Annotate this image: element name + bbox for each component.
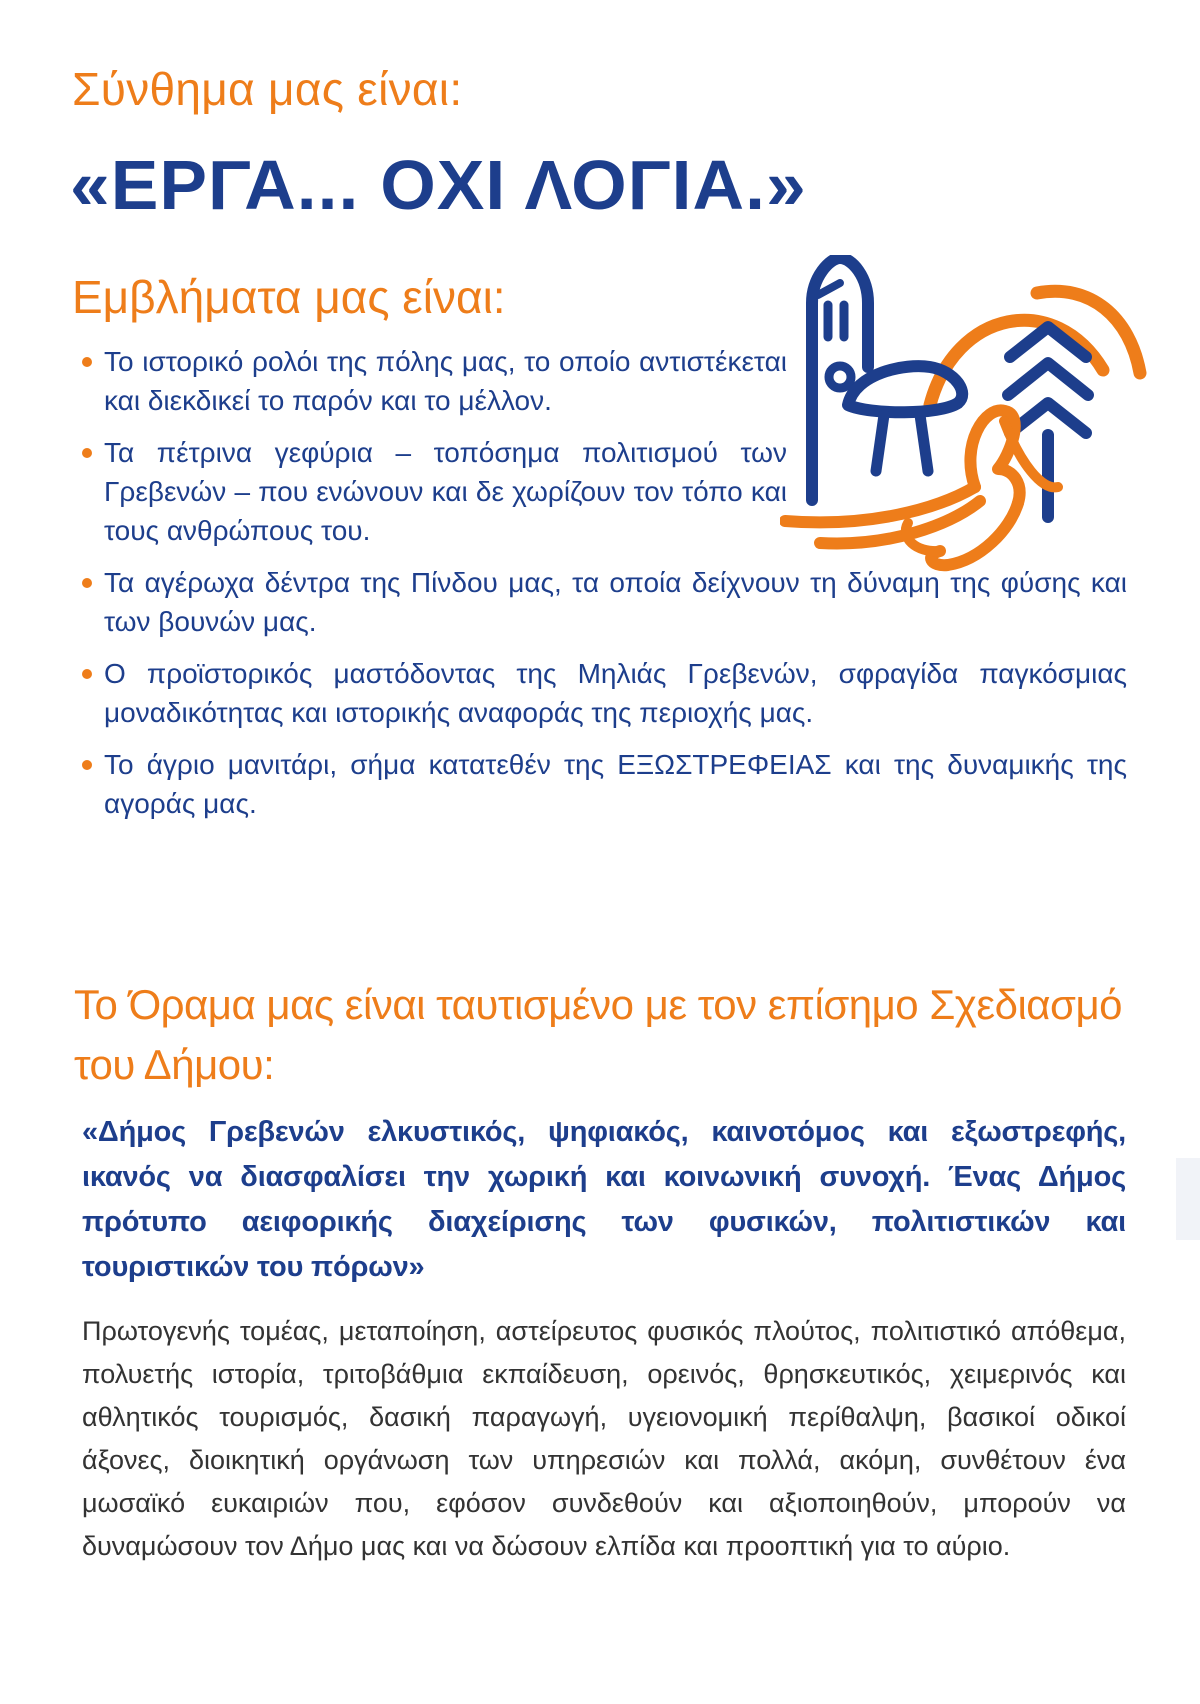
list-item: Ο προϊστορικός μαστόδοντας της Μηλιάς Γρεβενών, σφραγίδα παγκόσμιας μοναδικότητας και ιστορικής αναφοράς της περιοχής μας. bbox=[78, 654, 1127, 732]
vision-quote: «Δήμος Γρεβενών ελκυστικός, ψηφιακός, καινοτόμος και εξωστρεφής, ικανός να διασφαλίσει την χωρική και κοινωνική συνοχή. Ένας Δήμος πρότυπο αειφορικής διαχείρισης των φυσικών, πολιτιστικών και τουριστικών του πόρων» bbox=[82, 1116, 1126, 1283]
emblems-list bbox=[78, 342, 1127, 836]
body-paragraph: Πρωτογενής τομέας, μεταποίηση, αστείρευτος φυσικός πλούτος, πολιτιστικό απόθεμα, πολυετής ιστορία, τριτοβάθμια εκπαίδευση, ορεινός, θρησκευτικός, χειμερινός και αθλητικός τουρισμός, δασική παραγωγή, υγειονομική περίθαλψη, βασικοί οδικοί άξονες, διοικητική οργάνωση των υπηρεσιών και πολλά, ακόμη, συνθέτουν ένα μωσαϊκό ευκαιριών που, εφόσον συνδεθούν και αξιοποιηθούν, μπορούν να δυναμώσουν τον Δήμο μας και να δώσουν ελπίδα και προοπτική για το αύριο. bbox=[82, 1316, 1126, 1561]
list-item: Το άγριο μανιτάρι, σήμα κατατεθέν της ΕΞΩΣΤΡΕΦΕΙΑΣ και της δυναμικής της αγοράς μας. bbox=[78, 745, 1127, 823]
emblems-heading: Εμβλήματα μας είναι: bbox=[72, 271, 506, 323]
motto-heading: Σύνθημα μας είναι: bbox=[72, 63, 463, 115]
page-edge-tab bbox=[1176, 1158, 1200, 1240]
list-item: Το ιστορικό ρολόι της πόλης μας, το οποίο αντιστέκεται και διεκδικεί το παρόν και το μέλλον. bbox=[78, 342, 787, 420]
slogan-title: «ΕΡΓΑ... ΟΧΙ ΛΟΓΙΑ.» bbox=[70, 146, 807, 224]
vision-heading: Το Όραμα μας είναι ταυτισμένο με τον επίσημο Σχεδιασμό του Δήμου: bbox=[74, 981, 1123, 1088]
list-item: Τα πέτρινα γεφύρια – τοπόσημα πολιτισμού των Γρεβενών – που ενώνουν και δε χωρίζουν τον τόπο και τους ανθρώπους του. bbox=[78, 433, 787, 550]
list-item: Τα αγέρωχα δέντρα της Πίνδου μας, τα οποία δείχνουν τη δύναμη της φύσης και των βουνών μας. bbox=[78, 563, 1127, 641]
